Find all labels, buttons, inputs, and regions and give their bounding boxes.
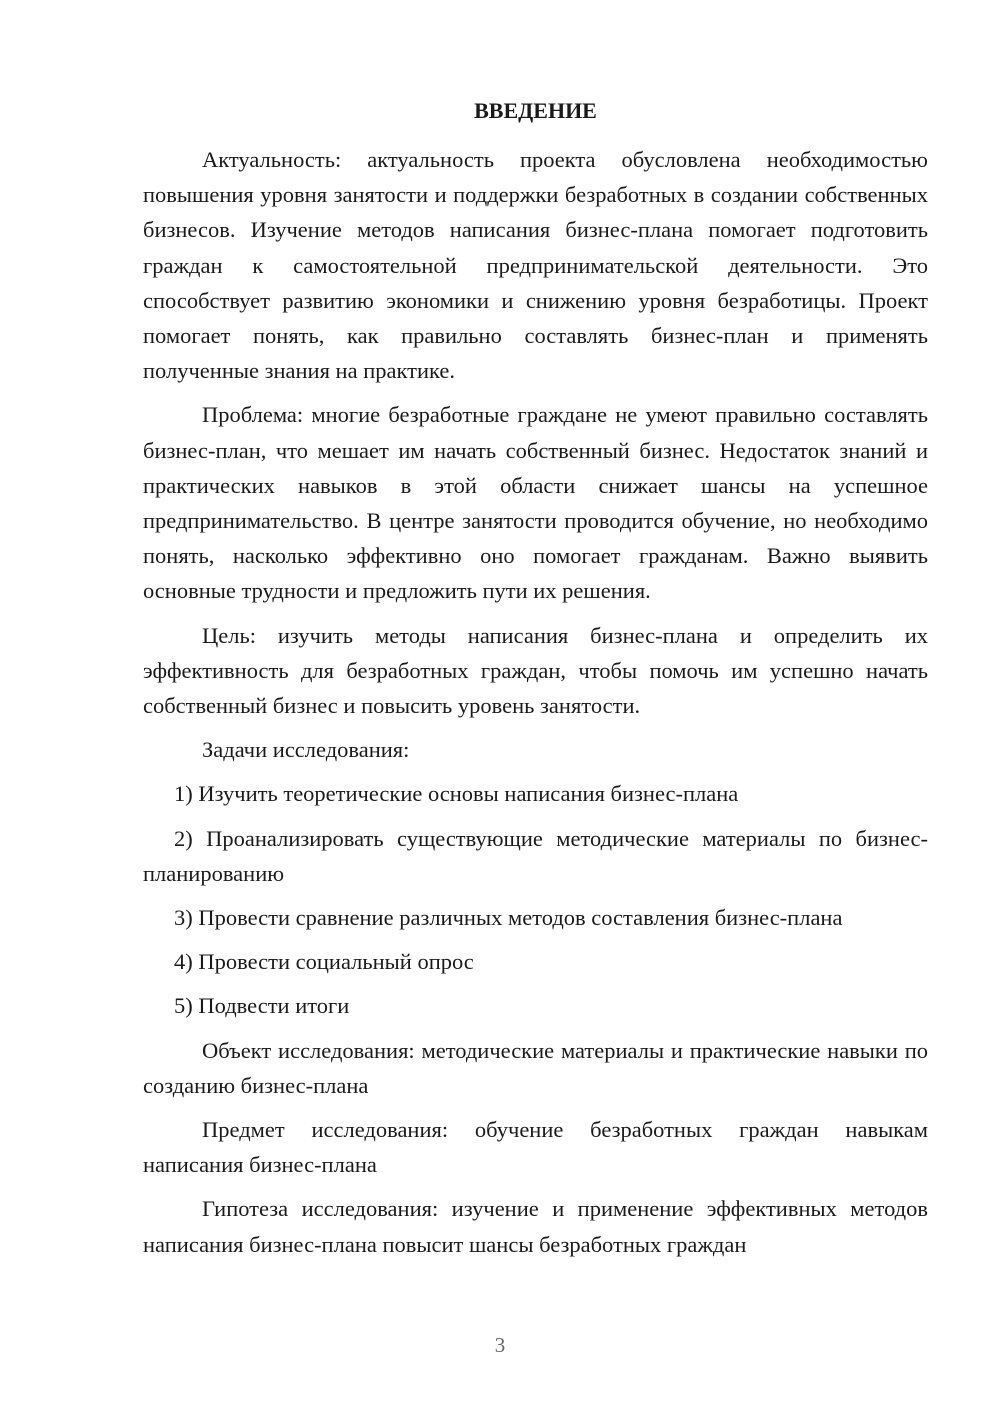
document-body [143, 142, 928, 1271]
paragraph-goal: Цель: изучить методы написания бизнес-плана и определить их эффективность для безработных граждан, чтобы помочь им успешно начать собственный бизнес и повысить уровень занятости. [143, 622, 928, 719]
task-item-2: 2) Проанализировать существующие методические материалы по бизнес-планированию [143, 825, 928, 886]
paragraph-tasks-heading: Задачи исследования: [202, 737, 410, 763]
task-item-4: 4) Провести социальный опрос [174, 949, 474, 975]
paragraph-subject: Предмет исследования: обучение безработных граждан навыкам написания бизнес-плана [143, 1117, 928, 1178]
paragraph-problem: Проблема: многие безработные граждане не умеют правильно составлять бизнес-план, что мешает им начать собственный бизнес. Недостаток знаний и практических навыков в этой области снижает шансы на успешное предпринимательство. В центре занятости проводится обучение, но необходимо понять, насколько эффективно оно помогает гражданам. Важно выявить основные трудности и предложить пути их решения. [143, 402, 928, 604]
task-item-5: 5) Подвести итоги [174, 993, 350, 1019]
task-item-3: 3) Провести сравнение различных методов составления бизнес-плана [174, 905, 843, 931]
paragraph-object: Объект исследования: методические материалы и практические навыки по созданию бизнес-плана [143, 1037, 928, 1098]
paragraph-hypothesis: Гипотеза исследования: изучение и применение эффективных методов написания бизнес-плана повысит шансы безработных граждан [143, 1196, 928, 1257]
paragraph-relevance: Актуальность: актуальность проекта обусловлена необходимостью повышения уровня занятости и поддержки безработных в создании собственных бизнесов. Изучение методов написания бизнес-плана помогает подготовить граждан к самостоятельной предпринимательской деятельности. Это способствует развитию экономики и снижению уровня безработицы. Проект помогает понять, как правильно составлять бизнес-план и применять полученные знания на практике. [143, 147, 928, 384]
page-title: ВВЕДЕНИЕ [474, 98, 597, 123]
task-item-1: 1) Изучить теоретические основы написания бизнес-плана [174, 781, 739, 807]
page-number: 3 [494, 1333, 506, 1357]
